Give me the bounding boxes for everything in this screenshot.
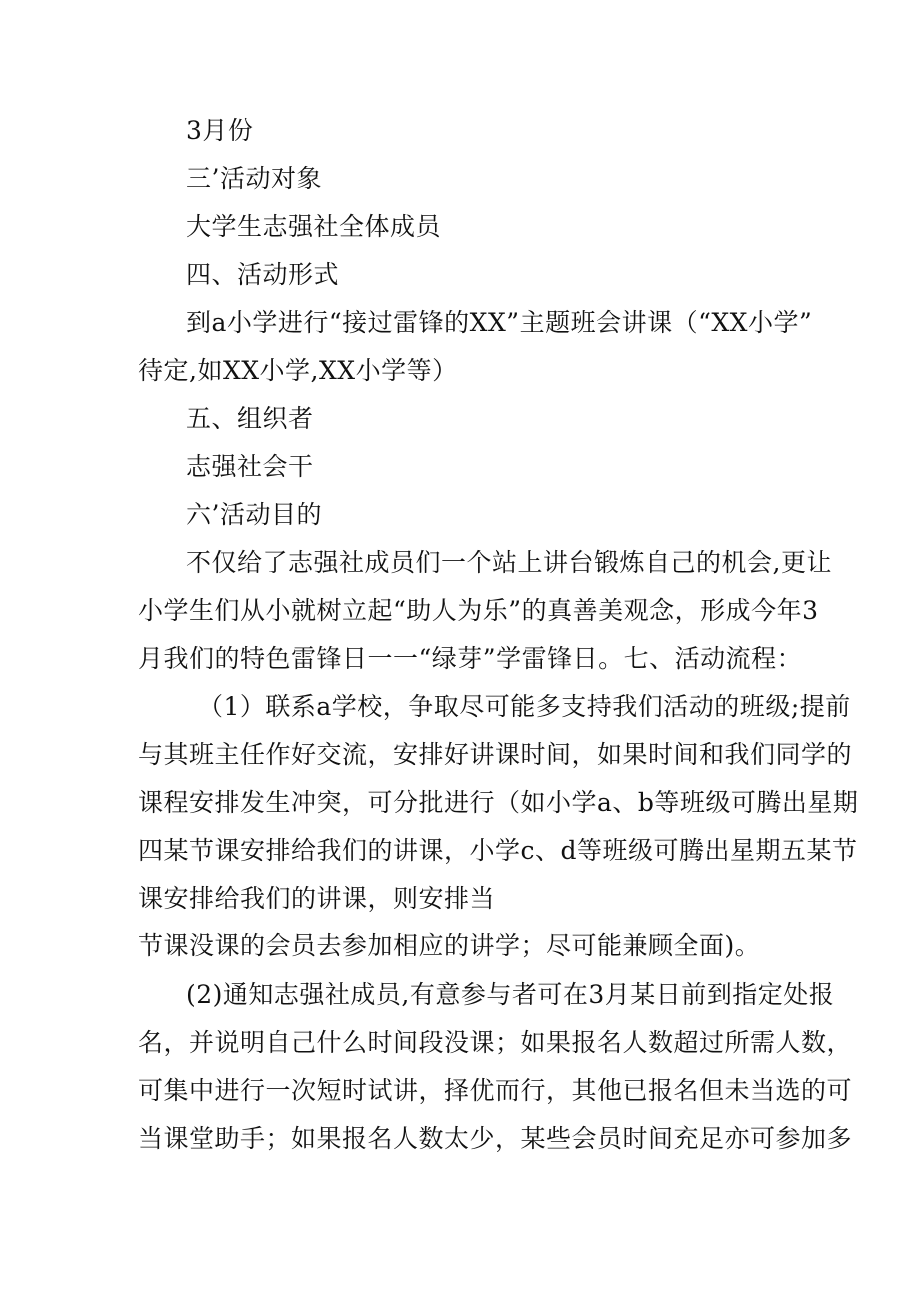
text-line-12: 月我们的特色雷锋日一一“绿芽”学雷锋日。七、活动流程： bbox=[138, 644, 803, 673]
text-line-15: 课程安排发生冲突，可分批进行（如小学a、b等班级可腾出星期 bbox=[138, 788, 859, 817]
text-line-16: 四某节课安排给我们的讲课，小学c、d等班级可腾出星期五某节 bbox=[138, 836, 858, 865]
text-line-17: 课安排给我们的讲课，则安排当 bbox=[138, 884, 496, 913]
heading-activity-target: 三’活动对象 bbox=[186, 164, 322, 193]
text-line-5: 到a小学进行“接过雷锋的XX”主题班会讲课（“XX小学” bbox=[186, 308, 813, 337]
heading-activity-form: 四、活动形式 bbox=[186, 260, 340, 289]
text-line-14: 与其班主任作好交流，安排好讲课时间，如果时间和我们同学的 bbox=[138, 740, 853, 769]
text-line-8: 志强社会干 bbox=[186, 452, 314, 481]
heading-organizer: 五、组织者 bbox=[186, 404, 314, 433]
text-line-21: 可集中进行一次短时试讲，择优而行，其他已报名但未当选的可 bbox=[138, 1076, 853, 1105]
text-line-22: 当课堂助手；如果报名人数太少，某些会员时间充足亦可参加多 bbox=[138, 1124, 853, 1153]
text-line-18: 节课没课的会员去参加相应的讲学；尽可能兼顾全面)。 bbox=[138, 931, 761, 960]
text-line-6: 待定,如XX小学,XX小学等） bbox=[138, 356, 458, 385]
text-line-1: 3月份 bbox=[186, 116, 254, 145]
heading-activity-purpose: 六’活动目的 bbox=[186, 500, 322, 529]
text-line-20: 名，并说明自己什么时间段没课；如果报名人数超过所需人数， bbox=[138, 1028, 853, 1057]
text-line-10: 不仅给了志强社成员们一个站上讲台锻炼自己的机会,更让 bbox=[186, 548, 832, 577]
text-line-11: 小学生们从小就树立起“助人为乐”的真善美观念，形成今年3 bbox=[138, 596, 819, 625]
text-line-3: 大学生志强社全体成员 bbox=[186, 212, 442, 241]
text-line-19: (2)通知志强社成员,有意参与者可在3月某日前到指定处报 bbox=[186, 980, 835, 1009]
text-line-13: （1）联系a学校，争取尽可能多支持我们活动的班级;提前 bbox=[198, 692, 851, 721]
